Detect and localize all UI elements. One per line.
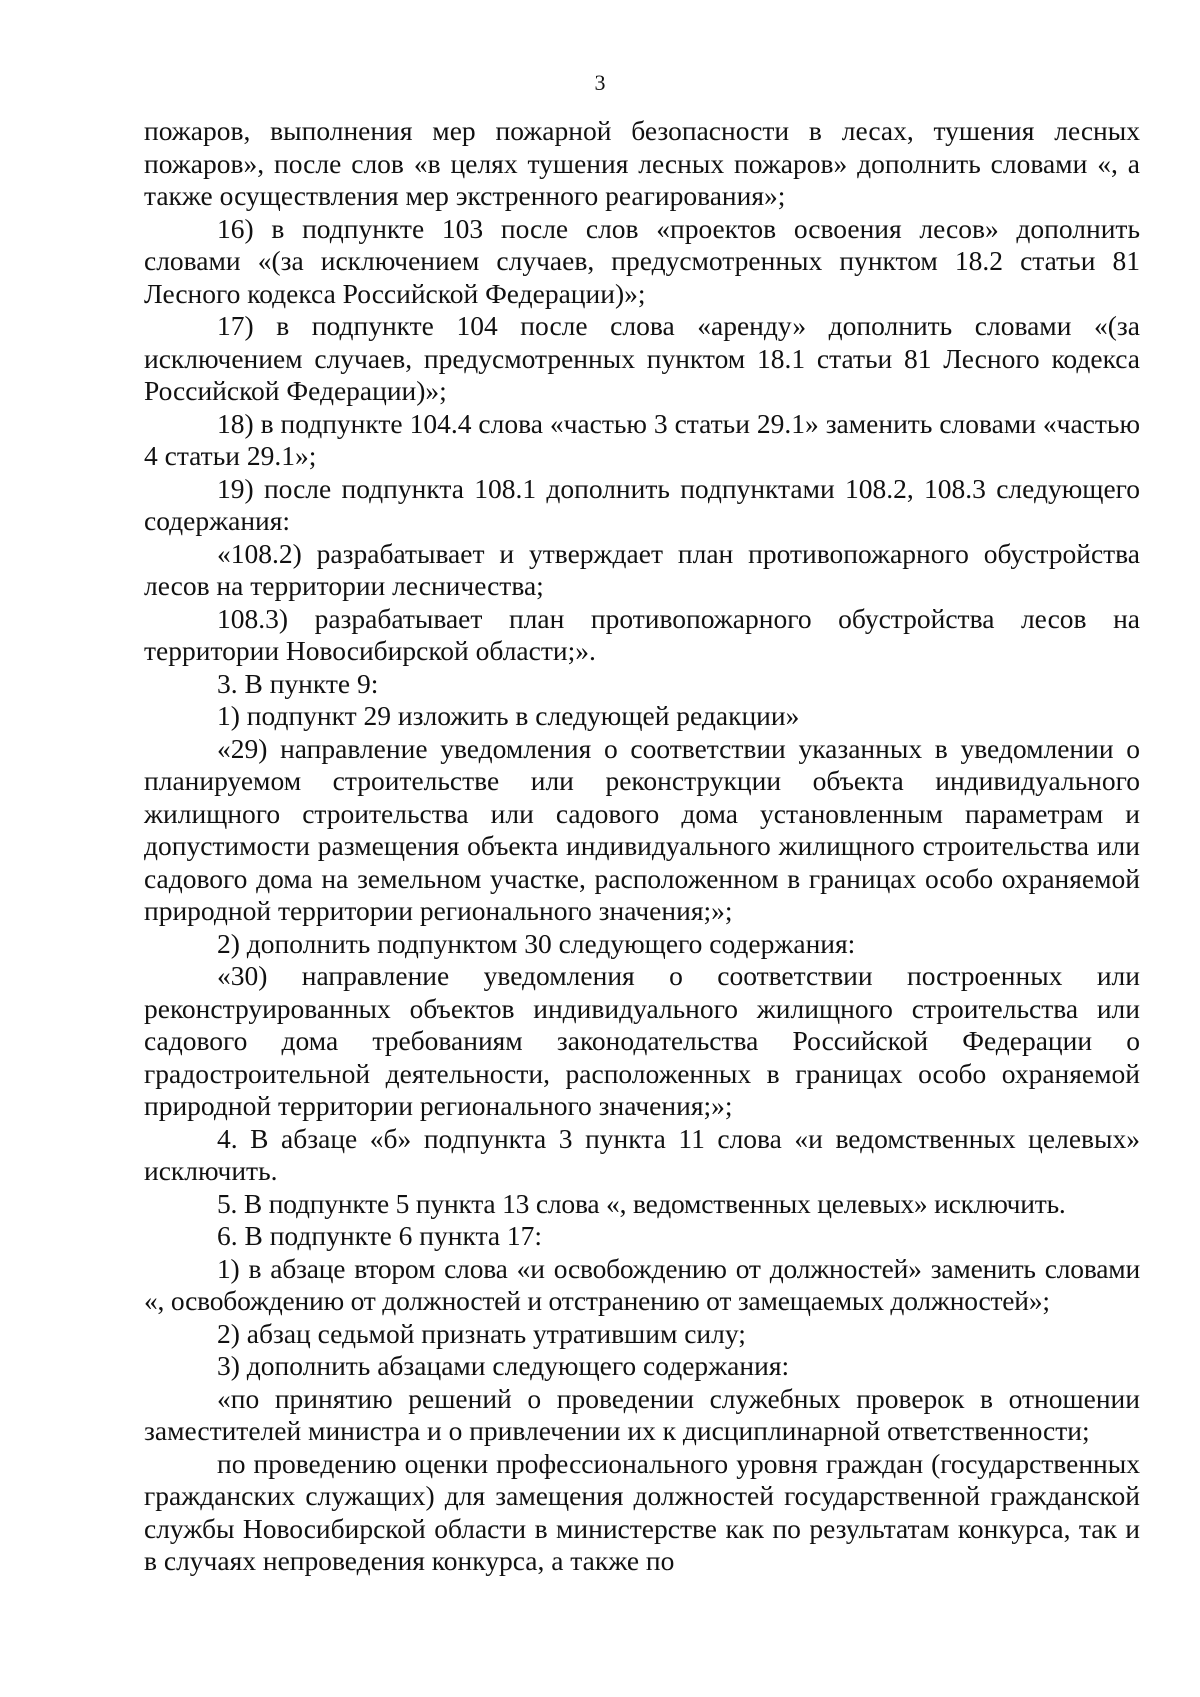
- paragraph-11: 2) дополнить подпунктом 30 следующего содержания:: [217, 927, 856, 959]
- paragraph-14: 5. В подпункте 5 пункта 13 слова «, ведомственных целевых» исключить.: [217, 1187, 1066, 1219]
- paragraph-20: по проведению оценки профессионального уровня граждан (государственных гражданских служащих) для замещения должностей государственной гражданской службы Новосибирской области в министерстве как по результатам конкурса, так и в случаях непроведения конкурса, а также по: [144, 1447, 1140, 1576]
- paragraph-8: 3. В пункте 9:: [217, 667, 379, 699]
- paragraph-13: 4. В абзаце «б» подпункта 3 пункта 11 слова «и ведомственных целевых» исключить.: [144, 1122, 1140, 1186]
- paragraph-3: 17) в подпункте 104 после слова «аренду» дополнить словами «(за исключением случаев, предусмотренных пунктом 18.1 статьи 81 Лесного кодекса Российской Федерации)»;: [144, 310, 1140, 406]
- paragraph-5: 19) после подпункта 108.1 дополнить подпунктами 108.2, 108.3 следующего содержания:: [144, 472, 1140, 536]
- paragraph-6: «108.2) разрабатывает и утверждает план противопожарного обустройства лесов на территории лесничества;: [144, 537, 1140, 601]
- document-body: [144, 115, 1140, 1578]
- paragraph-9: 1) подпункт 29 изложить в следующей редакции»: [217, 700, 800, 731]
- paragraph-2: 16) в подпункте 103 после слов «проектов освоения лесов» дополнить словами «(за исключением случаев, предусмотренных пунктом 18.2 статьи 81 Лесного кодекса Российской Федерации)»;: [144, 212, 1140, 309]
- paragraph-18: 3) дополнить абзацами следующего содержания:: [217, 1350, 790, 1381]
- page-number: 3: [594, 70, 606, 95]
- paragraph-10: «29) направление уведомления о соответствии указанных в уведомлении о планируемом строительстве или реконструкции объекта индивидуального жилищного строительства или садового дома установленным параметрам и допустимости размещения объекта индивидуального жилищного строительства или садового дома на земельном участке, расположенном в границах особо охраняемой природной территории регионального значения;»;: [144, 732, 1140, 926]
- paragraph-12: «30) направление уведомления о соответствии построенных или реконструированных объектов индивидуального жилищного строительства или садового дома требованиям законодательства Российской Федерации о градостроительной деятельности, расположенных в границах особо охраняемой природной территории регионального значения;»;: [144, 960, 1140, 1121]
- paragraph-7: 108.3) разрабатывает план противопожарного обустройства лесов на территории Новосибирской области;».: [144, 602, 1140, 666]
- paragraph-17: 2) абзац седьмой признать утратившим силу;: [217, 1317, 746, 1349]
- paragraph-1: пожаров, выполнения мер пожарной безопасности в лесах, тушения лесных пожаров», после слов «в целях тушения лесных пожаров» дополнить словами «, а также осуществления мер экстренного реагирования»;: [144, 115, 1140, 211]
- paragraph-16: 1) в абзаце втором слова «и освобождению от должностей» заменить словами «, освобождению от должностей и отстранению от замещаемых должностей»;: [144, 1252, 1140, 1316]
- paragraph-15: 6. В подпункте 6 пункта 17:: [217, 1220, 543, 1251]
- paragraph-4: 18) в подпункте 104.4 слова «частью 3 статьи 29.1» заменить словами «частью 4 статьи 29.1»;: [144, 407, 1140, 471]
- paragraph-19: «по принятию решений о проведении служебных проверок в отношении заместителей министра и о привлечении их к дисциплинарной ответственности;: [144, 1382, 1140, 1446]
